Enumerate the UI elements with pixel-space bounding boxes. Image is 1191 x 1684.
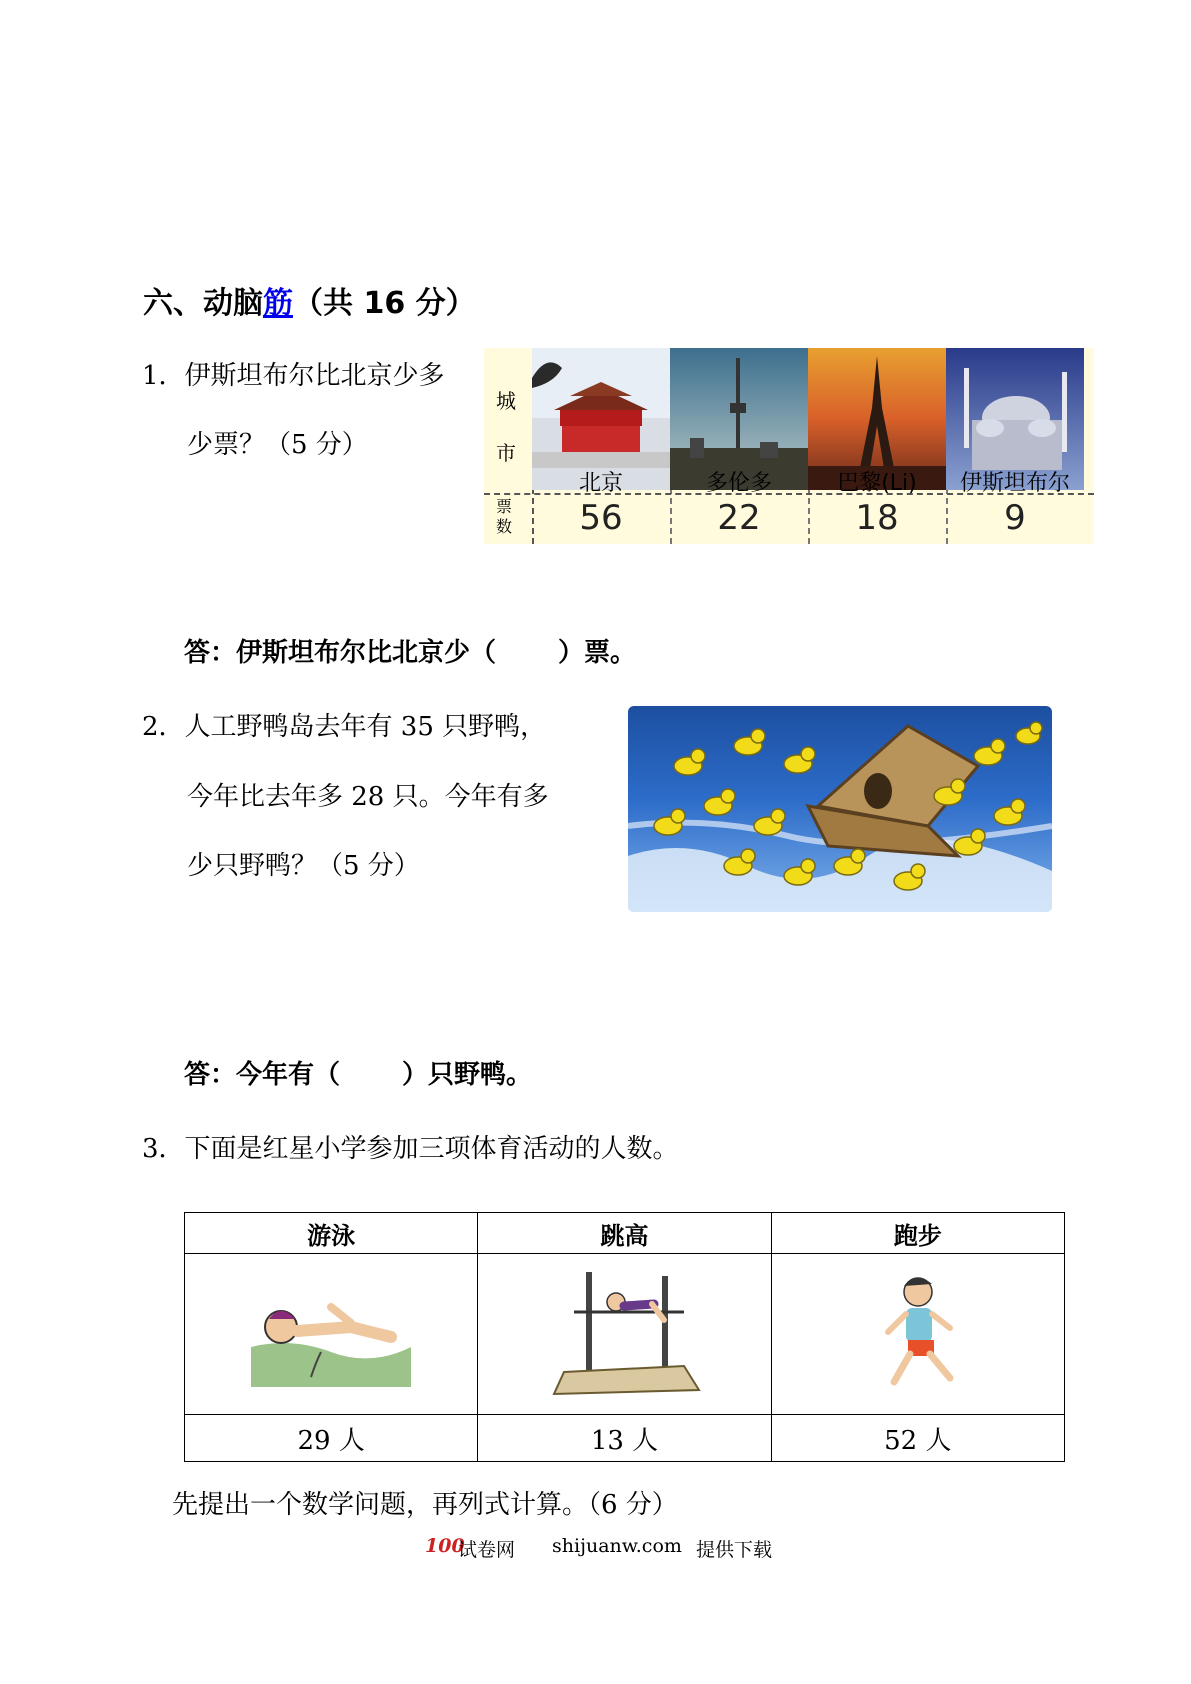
high-jumper-illustration <box>534 1262 714 1402</box>
table-header-row <box>185 1213 1065 1254</box>
table-count-row <box>185 1415 1065 1462</box>
footer-site-name: 试卷网 <box>458 1539 516 1561</box>
table-image-row <box>185 1254 1065 1415</box>
q2-line2: 今年比去年多 28 只。今年有多 <box>187 782 549 812</box>
city-votes: 9 <box>1004 498 1026 538</box>
q3-instruction: 先提出一个数学问题，再列式计算。（6 分） <box>172 1490 678 1520</box>
q1-answer: 答：伊斯坦布尔比北京少（ ）票。 <box>184 638 637 668</box>
header-swimming: 游泳 <box>185 1213 478 1254</box>
section-title: 六、动脑筋（共 16 分） <box>143 286 476 321</box>
city-name: 多伦多 <box>705 471 772 496</box>
running-cell <box>771 1254 1064 1415</box>
title-link[interactable]: 筋 <box>263 286 293 321</box>
vote-col-beijing <box>532 348 672 544</box>
q1-line1: 1．伊斯坦布尔比北京少多 <box>142 361 445 391</box>
q2-line3: 少只野鸭？（5 分） <box>187 851 420 881</box>
footer-domain-link[interactable]: shijuanw.com <box>552 1535 682 1557</box>
count-running: 52 人 <box>771 1415 1064 1462</box>
footer-logo: 100 <box>425 1535 465 1557</box>
ducks-illustration <box>628 706 1052 912</box>
high-jump-cell <box>478 1254 771 1415</box>
table-divider <box>484 493 1094 495</box>
header-running: 跑步 <box>771 1213 1064 1254</box>
vote-col-paris <box>808 348 948 544</box>
swimming-cell <box>185 1254 478 1415</box>
ducks-island-image <box>628 706 1052 912</box>
count-swimming: 29 人 <box>185 1415 478 1462</box>
runner-illustration <box>858 1262 978 1402</box>
header-high-jump: 跳高 <box>478 1213 771 1254</box>
city-name: 伊斯坦布尔 <box>959 471 1070 496</box>
vote-table-image <box>484 348 1094 544</box>
count-high-jump: 13 人 <box>478 1415 771 1462</box>
city-name: 巴黎(Li) <box>837 471 917 496</box>
city-votes: 56 <box>579 498 623 538</box>
vote-col-toronto <box>670 348 810 544</box>
sports-table <box>184 1212 1065 1462</box>
footer-provide-text: 提供下载 <box>696 1539 773 1561</box>
swimmer-illustration <box>241 1267 421 1397</box>
q3-intro: 3．下面是红星小学参加三项体育活动的人数。 <box>142 1134 679 1164</box>
q2-line1: 2．人工野鸭岛去年有 35 只野鸭， <box>142 712 547 742</box>
row-label-votes-2: 数 <box>496 517 513 536</box>
q1-line2: 少票？（5 分） <box>187 430 368 460</box>
vote-col-istanbul <box>946 348 1084 544</box>
vote-row-labels <box>484 348 534 544</box>
city-votes: 22 <box>717 498 761 538</box>
row-label-city-2: 市 <box>496 441 516 465</box>
row-label-city-1: 城 <box>496 389 516 413</box>
city-votes: 18 <box>855 498 899 538</box>
row-label-votes-1: 票 <box>496 497 513 516</box>
q2-answer: 答：今年有（ ）只野鸭。 <box>184 1060 533 1090</box>
city-name: 北京 <box>578 471 623 496</box>
